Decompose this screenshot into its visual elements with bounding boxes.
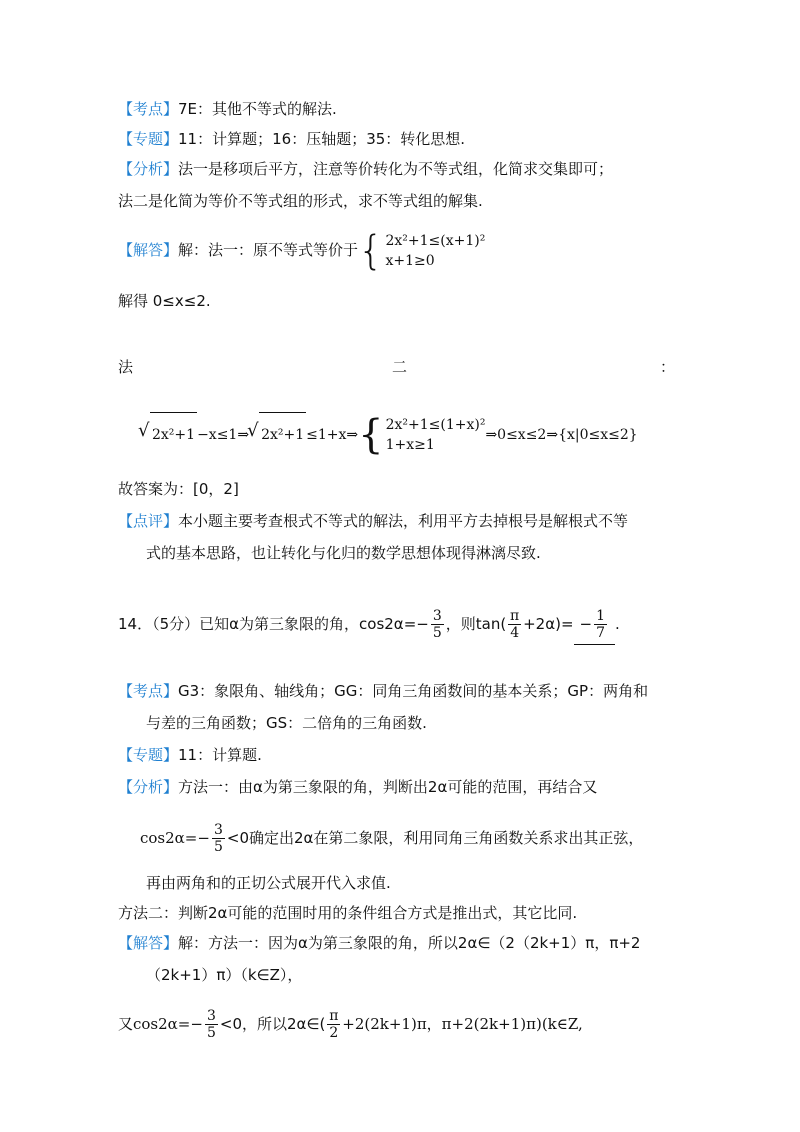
fa2-left: 法 bbox=[118, 358, 134, 376]
system-brace: { bbox=[358, 227, 384, 274]
kaodian-tag: 【考点】 bbox=[118, 100, 179, 118]
fa2-mid: 二 bbox=[392, 358, 408, 376]
answer-blank: − $\frac{1}{7}$ bbox=[574, 604, 616, 645]
eq2-part2: ≤1+x⇒ bbox=[306, 427, 359, 443]
jieda2-line bbox=[118, 932, 640, 954]
fenxi-text: 法一是移项后平方，注意等价转化为不等式组，化简求交集即可； bbox=[178, 160, 614, 178]
kaodian2-text-2: 与差的三角函数；GS：二倍角的三角函数. bbox=[146, 714, 427, 732]
fenxi2-text: 方法一：由α为第三象限的角，判断出2α可能的范围，再结合又 bbox=[178, 778, 598, 796]
last-part-b: <0，所以2α∈( bbox=[219, 1015, 326, 1033]
fenxi2-cos: cos2α=− bbox=[140, 829, 210, 847]
system-brace-2: { bbox=[358, 412, 384, 458]
answer-text: 故答案为：[0，2] bbox=[118, 480, 239, 498]
fenxi2-text-3: 再由两角和的正切公式展开代入求值. bbox=[146, 874, 391, 892]
fenxi2-text-2: <0确定出2α在第二象限，利用同角三角函数关系求出其正弦， bbox=[226, 829, 644, 847]
jieda2-line-3 bbox=[118, 1004, 583, 1044]
zhuanti-text: 11：计算题；16：压轴题；35：转化思想. bbox=[178, 130, 466, 148]
last-part-c: +2(2k+1)π，π+2(2k+1)π)(k∈Z, bbox=[342, 1015, 583, 1033]
fenxi2-line bbox=[118, 776, 597, 798]
fa2-right: ： bbox=[660, 358, 676, 376]
kaodian-text: 7E：其他不等式的解法. bbox=[178, 100, 337, 118]
jieda2-tag: 【解答】 bbox=[118, 934, 179, 952]
kaodian2-line-2 bbox=[146, 712, 427, 734]
fenxi2-tag: 【分析】 bbox=[118, 778, 179, 796]
answer-fraction: $\frac{1}{7}$ bbox=[596, 608, 606, 641]
dianping-line-2 bbox=[146, 542, 541, 564]
q14-stem-end: . bbox=[615, 615, 620, 633]
fenxi2-fraction: $\frac{3}{5}$ bbox=[213, 822, 223, 855]
eq2-part3: ⇒0≤x≤2⇒{x|0≤x≤2} bbox=[485, 427, 638, 443]
fenxi2-line-2 bbox=[140, 818, 643, 858]
system-2-line-2: 1+x≥1 bbox=[385, 437, 435, 453]
eq2-part1: −x≤1⇒ bbox=[197, 427, 250, 443]
zhuanti-tag: 【专题】 bbox=[118, 130, 179, 148]
zhuanti2-tag: 【专题】 bbox=[118, 746, 179, 764]
last-fraction-1: $\frac{3}{5}$ bbox=[206, 1008, 216, 1041]
system-1-line-2: x+1≥0 bbox=[385, 252, 435, 269]
jieda2-text: 解：方法一：因为α为第三象限的角，所以2α∈（2（2k+1）π，π+2 bbox=[178, 934, 641, 952]
zhuanti2-text: 11：计算题. bbox=[178, 746, 262, 764]
jieda2-line-2 bbox=[146, 964, 302, 986]
fenxi-tag: 【分析】 bbox=[118, 160, 179, 178]
system-1-line-1: 2x²+1≤(x+1)² bbox=[385, 232, 486, 249]
result-line bbox=[118, 290, 211, 312]
last-part-a: 又cos2α=− bbox=[118, 1015, 203, 1033]
inequality-system-1 bbox=[385, 231, 485, 271]
fenxi2-text-4: 方法二：判断2α可能的范围时用的条件组合方式是推出式，其它比同. bbox=[118, 904, 578, 922]
zhuanti-line bbox=[118, 128, 465, 150]
system-2-line-1: 2x²+1≤(1+x)² bbox=[385, 417, 486, 433]
last-fraction-2: $\frac{\pi}{2}$ bbox=[329, 1008, 339, 1041]
sqrt-expression-1: √ 2x²+1 bbox=[150, 412, 197, 457]
result-text: 解得 0≤x≤2. bbox=[118, 292, 211, 310]
fenxi2-line-3 bbox=[146, 872, 391, 894]
fenxi-text-2: 法二是化简为等价不等式组的形式，求不等式组的解集. bbox=[118, 192, 483, 210]
q14-stem-c: +2α)= bbox=[523, 615, 574, 633]
inequality-system-2 bbox=[386, 415, 486, 455]
fenxi-line-2 bbox=[118, 190, 483, 212]
question-14 bbox=[118, 604, 620, 645]
q14-fraction-1: $\frac{3}{5}$ bbox=[432, 608, 442, 641]
q14-stem-a: 14．（5分）已知α为第三象限的角，cos2α=− bbox=[118, 615, 429, 633]
q14-fraction-2: $\frac{\pi}{4}$ bbox=[510, 608, 520, 641]
q14-stem-b: ，则tan( bbox=[445, 615, 507, 633]
kaodian2-tag: 【考点】 bbox=[118, 682, 179, 700]
fenxi2-line-4 bbox=[118, 902, 577, 924]
kaodian2-line bbox=[118, 680, 648, 702]
dianping-text: 本小题主要考查根式不等式的解法，利用平方去掉根号是解根式不等 bbox=[178, 512, 629, 530]
jieda-tag: 【解答】 bbox=[118, 241, 179, 259]
fenxi-line bbox=[118, 158, 613, 180]
sqrt-expression-2: √ 2x²+1 bbox=[259, 412, 306, 457]
dianping-line bbox=[118, 510, 628, 532]
method2-equation bbox=[140, 412, 638, 457]
dianping-text-2: 式的基本思路，也让转化与化归的数学思想体现得淋漓尽致. bbox=[146, 544, 541, 562]
jieda-text: 解：法一：原不等式等价于 bbox=[178, 241, 359, 259]
kaodian-line bbox=[118, 98, 337, 120]
jieda-line bbox=[118, 228, 485, 273]
dianping-tag: 【点评】 bbox=[118, 512, 179, 530]
kaodian2-text: G3：象限角、轴线角；GG：同角三角函数间的基本关系；GP：两角和 bbox=[178, 682, 649, 700]
zhuanti2-line bbox=[118, 744, 262, 766]
jieda2-text-2: （2k+1）π）（k∈Z）， bbox=[146, 966, 303, 984]
answer-line bbox=[118, 478, 239, 500]
